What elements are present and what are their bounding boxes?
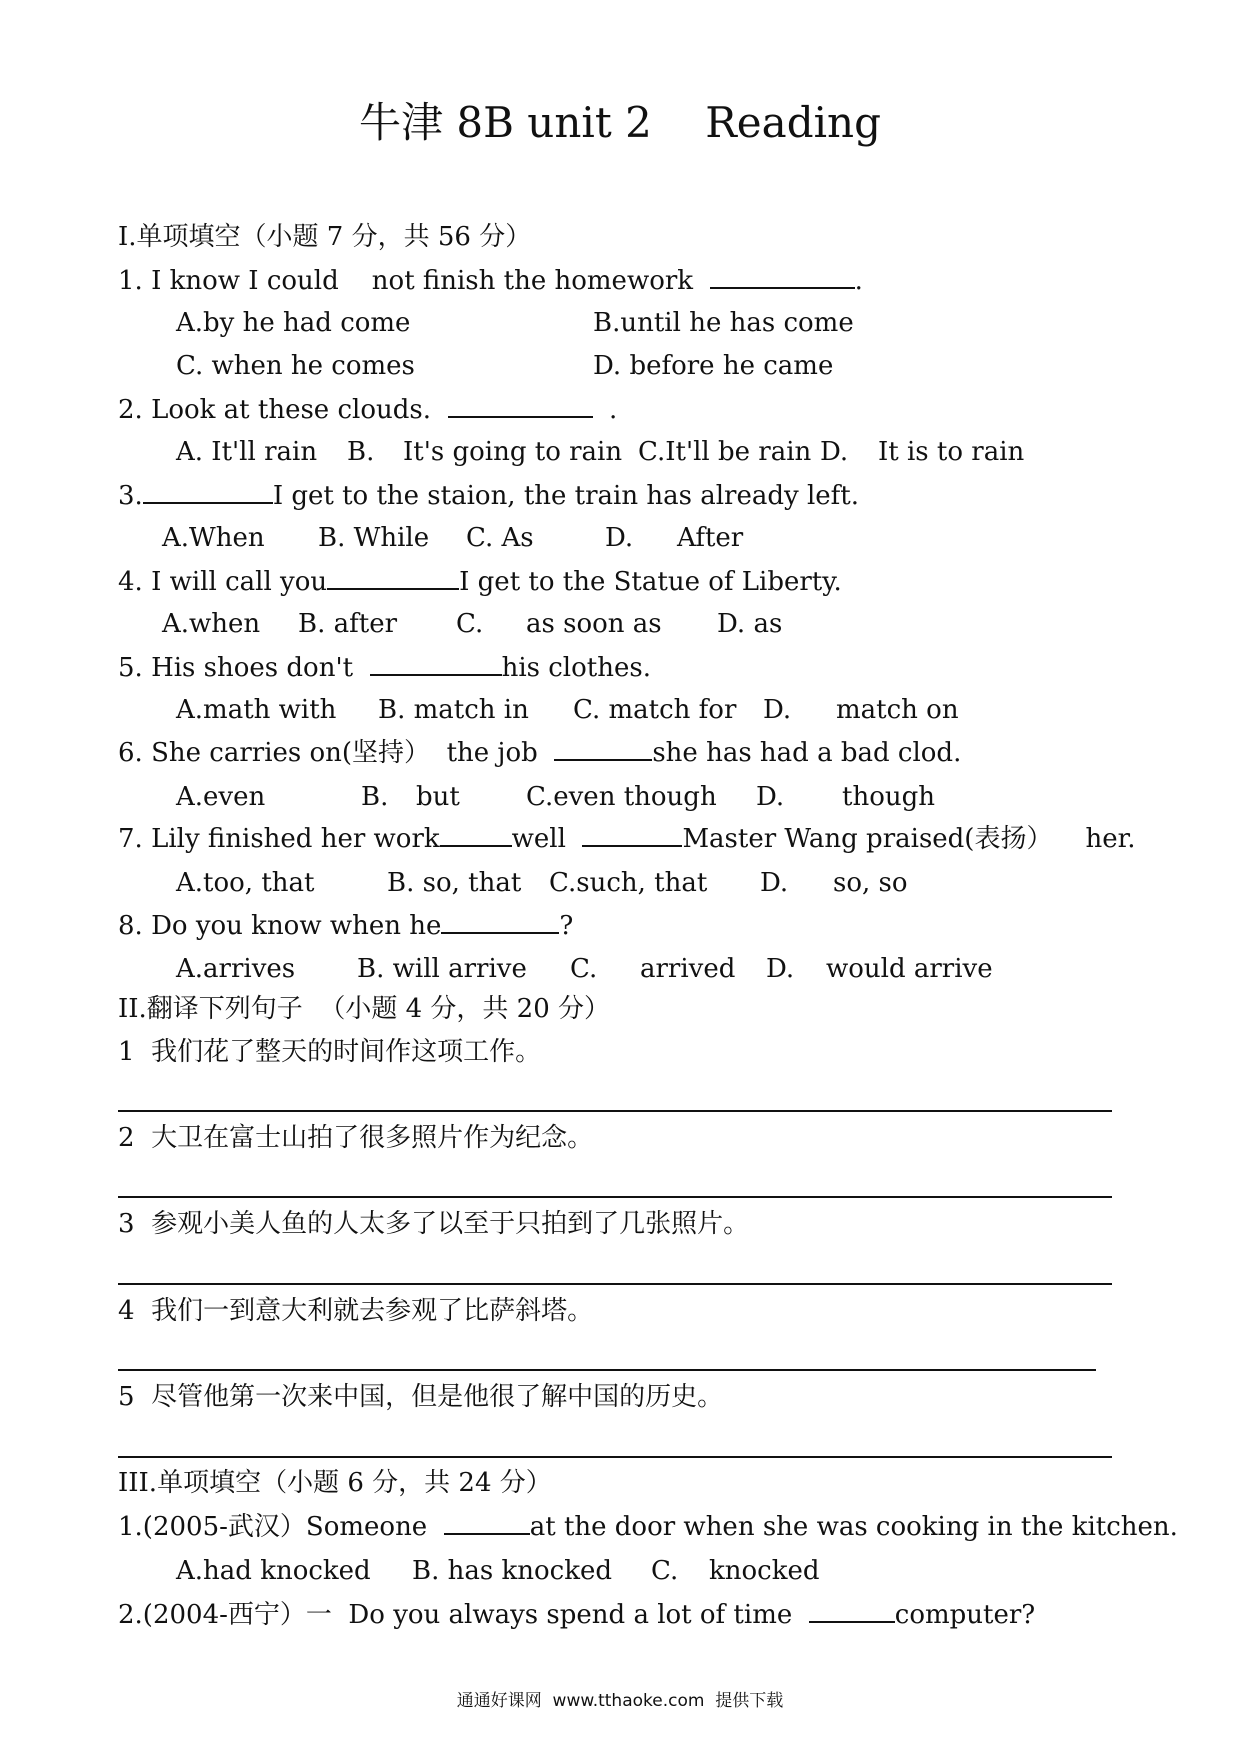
- q8-option-c-letter: C.: [570, 954, 598, 984]
- q1-stem: 1. I know I could not finish the homework: [118, 266, 694, 296]
- q7-stem: Master Wang praised(表扬）: [682, 824, 1053, 854]
- q6-option-c: C.even though: [526, 782, 717, 812]
- q6-option-b-letter: B.: [361, 782, 389, 812]
- q6-option-d: though: [842, 782, 935, 812]
- q4-option-c-letter: C.: [456, 609, 484, 639]
- answer-blank: [809, 1599, 895, 1623]
- answer-blank: [370, 652, 502, 676]
- s3-q1-option-a: A.had knocked: [176, 1556, 371, 1586]
- q1-option-d: D. before he came: [593, 351, 834, 381]
- q3-option-b: B. While: [318, 523, 430, 553]
- q7-mid: well: [511, 824, 566, 854]
- q8-option-d: would arrive: [826, 954, 993, 984]
- q3-option-d: After: [677, 523, 744, 553]
- q8-option-b: B. will arrive: [357, 954, 527, 984]
- q4-option-b: B. after: [298, 609, 398, 639]
- q5-option-d-letter: D.: [763, 695, 792, 725]
- q8-option-d-letter: D.: [766, 954, 795, 984]
- answer-blank: [327, 566, 459, 590]
- question-1: [118, 265, 863, 296]
- translation-item-4: 4 我们一到意大利就去参观了比萨斜塔。: [118, 1296, 594, 1326]
- q5-option-c: C. match for: [573, 695, 737, 725]
- q6-option-a: A.even: [176, 782, 266, 812]
- q2-option-b-letter: B.: [347, 437, 375, 467]
- question-4: [118, 566, 842, 597]
- q6-prefix: 6. She carries on(坚持） the job: [118, 738, 538, 768]
- translation-item-3: 3 参观小美人鱼的人太多了以至于只拍到了几张照片。: [118, 1209, 750, 1239]
- q3-prefix: 3.: [118, 481, 143, 511]
- q2-option-c: C.It'll be rain: [638, 437, 812, 467]
- answer-blank: [448, 394, 593, 418]
- answer-blank: [143, 480, 273, 504]
- q2-option-b: It's going to rain: [403, 437, 623, 467]
- q8-option-c: arrived: [640, 954, 736, 984]
- q7-option-d: so, so: [833, 868, 908, 898]
- s3-question-2: [118, 1599, 1035, 1630]
- q8-end: ?: [559, 911, 574, 941]
- q2-option-d-letter: D.: [820, 437, 849, 467]
- q2-option-d: It is to rain: [878, 437, 1025, 467]
- s3-q2-prefix: 2.(2004-西宁）一 Do you always spend a lot of time: [118, 1600, 793, 1630]
- q4-option-a: A.when: [162, 609, 261, 639]
- page-footer: 通通好课网 www.tthaoke.com 提供下载: [456, 1691, 784, 1711]
- q1-end: .: [854, 266, 863, 296]
- q8-option-a: A.arrives: [176, 954, 296, 984]
- q3-stem: I get to the staion, the train has already left.: [272, 481, 860, 511]
- question-5: [118, 652, 651, 683]
- answer-blank: [440, 823, 512, 847]
- question-6: [118, 737, 961, 768]
- q5-stem: his clothes.: [501, 653, 651, 683]
- translation-item-1: 1 我们花了整天的时间作这项工作。: [118, 1037, 542, 1067]
- s3-q1-option-c: knocked: [709, 1556, 820, 1586]
- s3-q2-stem: computer?: [894, 1600, 1036, 1630]
- s3-q1-option-b: B. has knocked: [412, 1556, 612, 1586]
- q7-option-c: C.such, that: [549, 868, 708, 898]
- s3-q1-stem: at the door when she was cooking in the kitchen.: [529, 1512, 1178, 1542]
- page-title: 牛津 8B unit 2 Reading: [359, 98, 881, 147]
- question-8: [118, 910, 573, 941]
- q4-option-c: as soon as: [526, 609, 662, 639]
- q7-option-a: A.too, that: [176, 868, 315, 898]
- q2-end: .: [609, 395, 618, 425]
- q3-option-d-letter: D.: [605, 523, 634, 553]
- q8-prefix: 8. Do you know when he: [118, 911, 442, 941]
- q5-option-b: B. match in: [378, 695, 529, 725]
- answer-blank: [582, 823, 682, 847]
- s3-question-1: [118, 1511, 1178, 1542]
- q2-option-a: A. It'll rain: [176, 437, 318, 467]
- q6-option-b: but: [416, 782, 460, 812]
- q4-prefix: 4. I will call you: [118, 567, 328, 597]
- q3-option-a: A.When: [162, 523, 265, 553]
- q4-stem: I get to the Statue of Liberty.: [459, 567, 842, 597]
- q6-option-d-letter: D.: [756, 782, 785, 812]
- q6-stem: she has had a bad clod.: [652, 738, 962, 768]
- q5-option-d: match on: [836, 695, 959, 725]
- section2-heading: II.翻译下列句子 （小题 4 分，共 20 分）: [118, 994, 611, 1024]
- q3-option-c: C. As: [466, 523, 534, 553]
- translation-item-2: 2 大卫在富士山拍了很多照片作为纪念。: [118, 1123, 594, 1153]
- q2-stem: 2. Look at these clouds.: [118, 395, 431, 425]
- answer-line: [118, 1110, 1112, 1112]
- answer-blank: [441, 910, 559, 934]
- translation-item-5: 5 尽管他第一次来中国，但是他很了解中国的历史。: [118, 1382, 724, 1412]
- answer-blank: [710, 265, 855, 289]
- section3-heading: III.单项填空（小题 6 分，共 24 分）: [118, 1468, 552, 1498]
- q5-prefix: 5. His shoes don't: [118, 653, 354, 683]
- q7-prefix: 7. Lily finished her work: [118, 824, 440, 854]
- answer-line: [118, 1196, 1112, 1198]
- answer-line: [118, 1369, 1096, 1371]
- answer-blank: [554, 737, 652, 761]
- q7-option-b: B. so, that: [387, 868, 522, 898]
- section1-heading: I.单项填空（小题 7 分，共 56 分）: [118, 222, 532, 252]
- q5-option-a: A.math with: [176, 695, 337, 725]
- answer-line: [118, 1283, 1112, 1285]
- question-7: [118, 823, 1136, 854]
- q1-option-c: C. when he comes: [176, 351, 415, 381]
- q1-option-a: A.by he had come: [176, 308, 411, 338]
- question-2: [118, 394, 617, 425]
- s3-q1-option-c-letter: C.: [651, 1556, 679, 1586]
- answer-blank: [444, 1511, 530, 1535]
- answer-line: [118, 1456, 1112, 1458]
- q7-end: her.: [1085, 824, 1136, 854]
- question-3: [118, 480, 859, 511]
- q7-option-d-letter: D.: [760, 868, 789, 898]
- s3-q1-prefix: 1.(2005-武汉）Someone: [118, 1512, 428, 1542]
- q1-option-b: B.until he has come: [593, 308, 854, 338]
- q4-option-d: D. as: [717, 609, 783, 639]
